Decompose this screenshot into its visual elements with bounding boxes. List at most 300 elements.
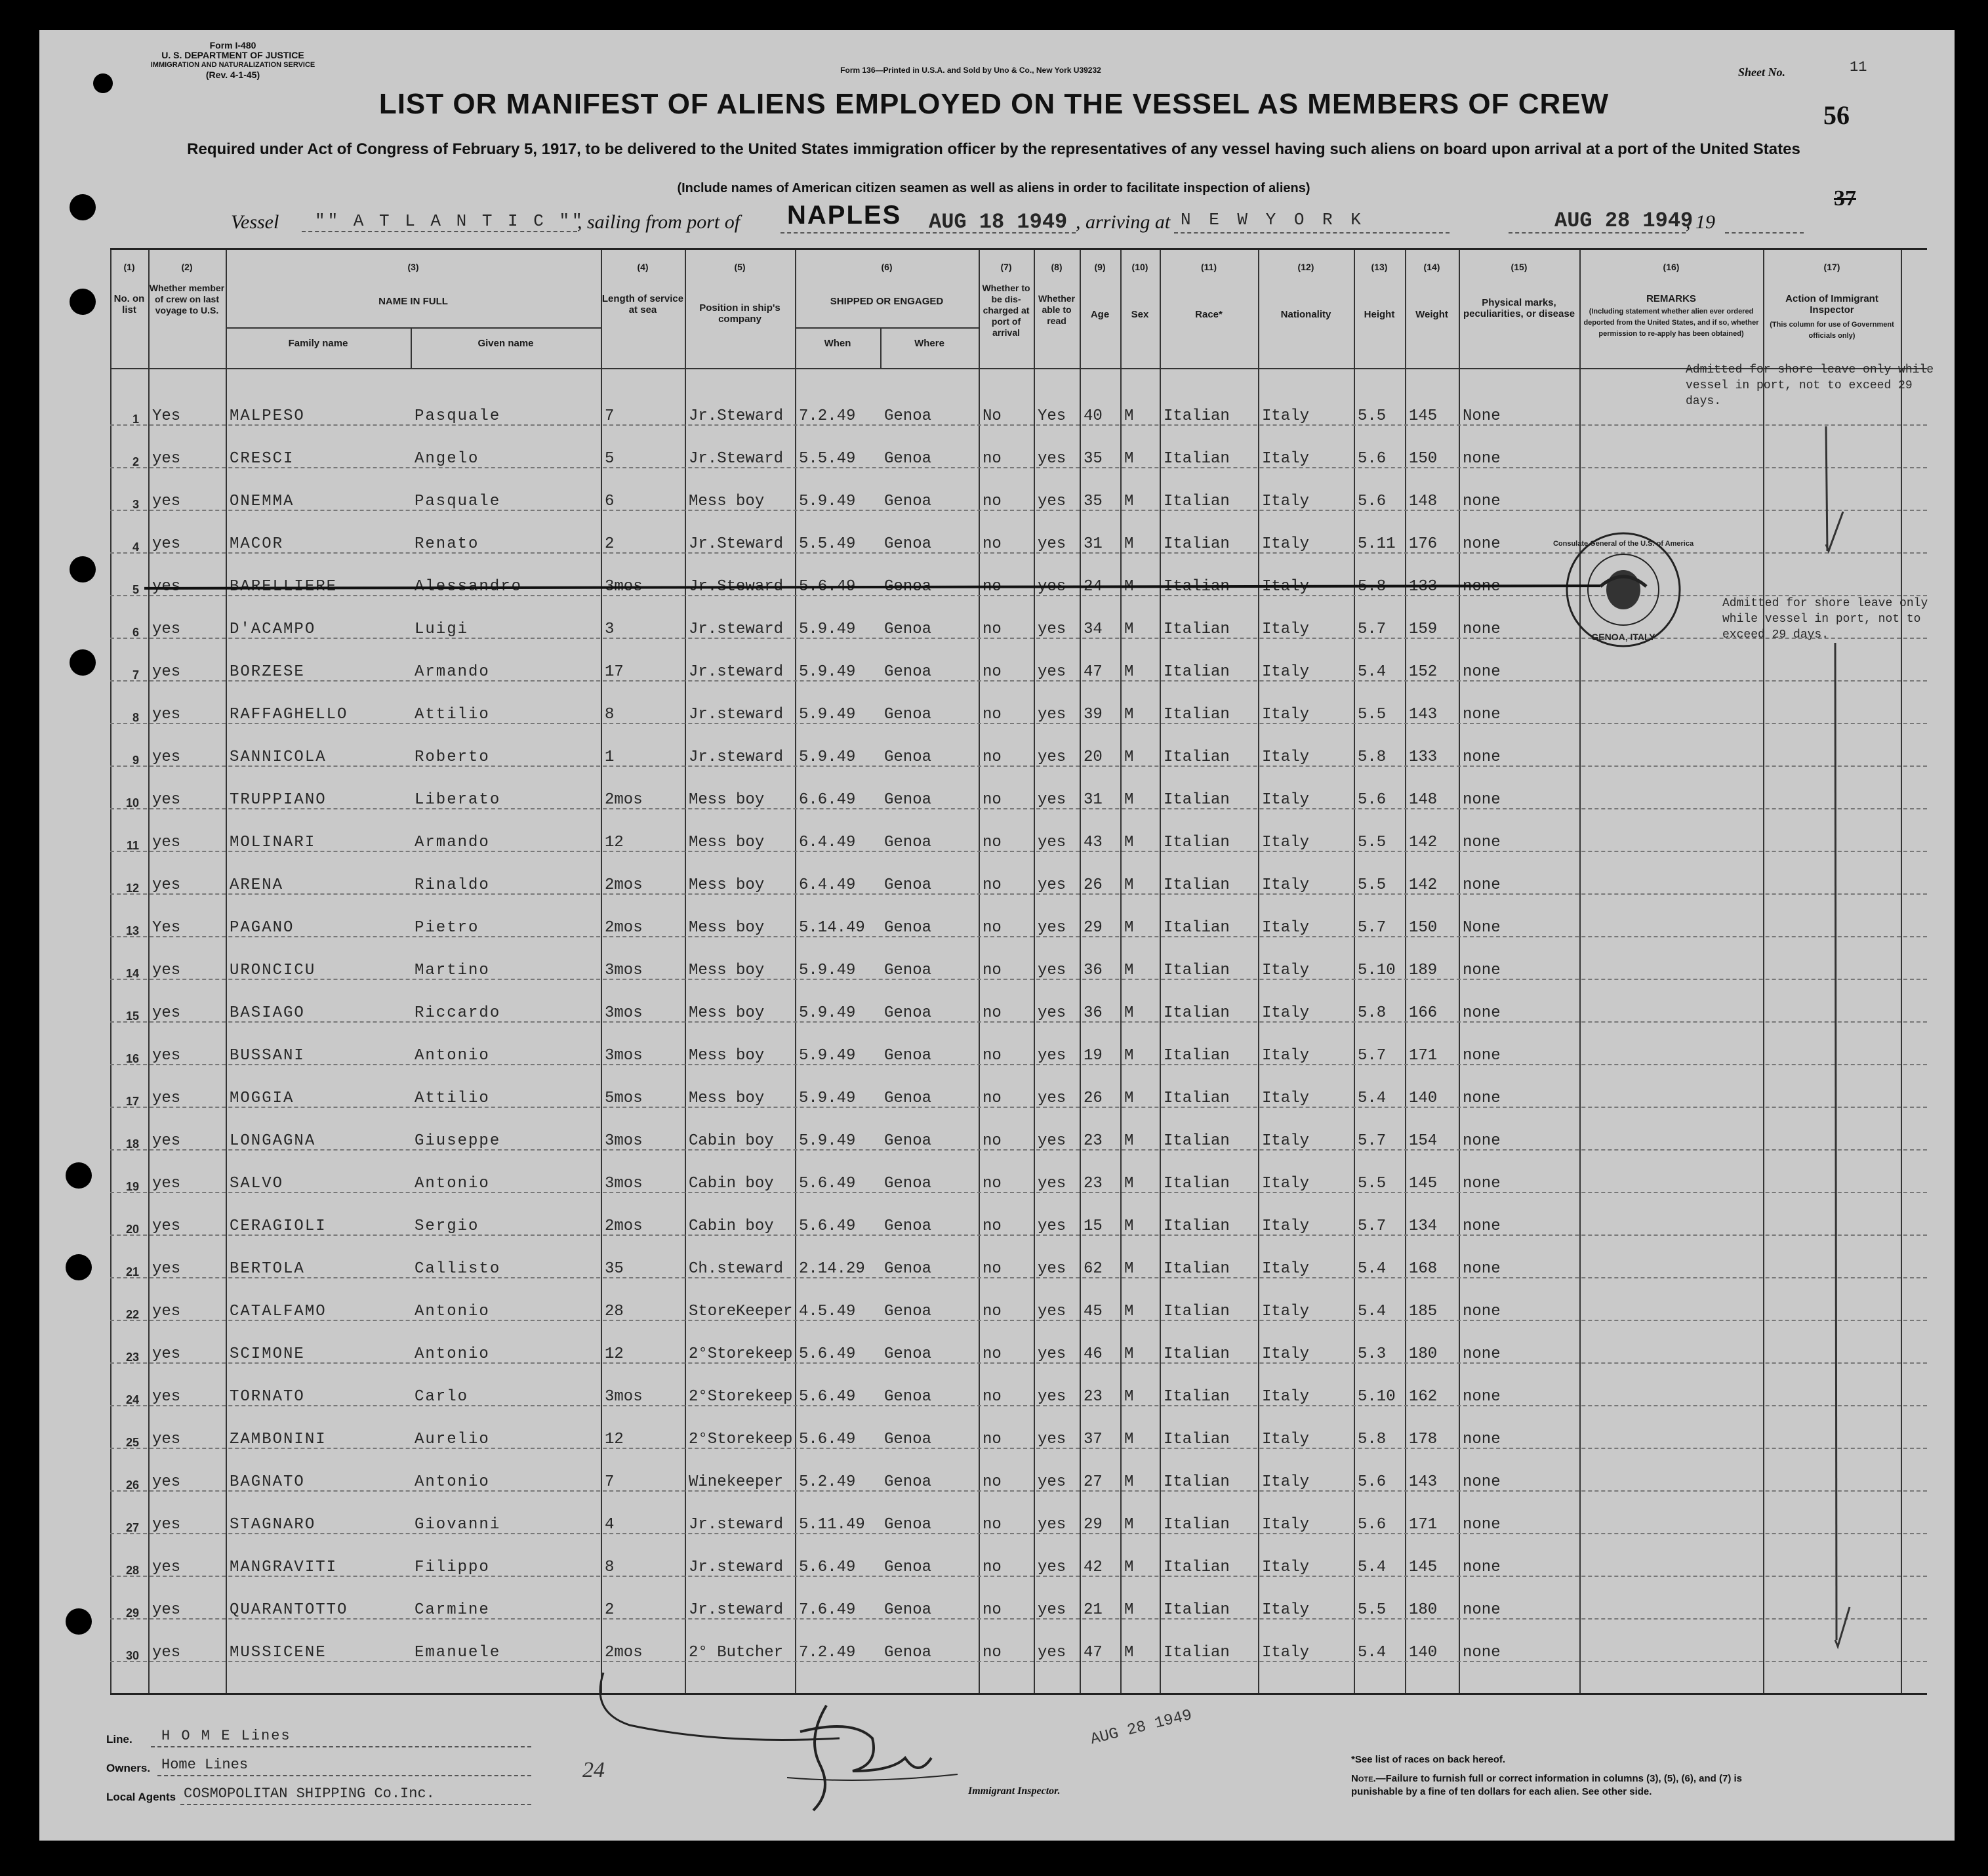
shipped-when-cell: 5.14.49 bbox=[799, 919, 865, 937]
able-read-cell: yes bbox=[1038, 748, 1066, 766]
table-row bbox=[110, 479, 1927, 522]
physical-marks-cell: none bbox=[1463, 621, 1501, 638]
shipped-where-cell: Genoa bbox=[884, 1004, 932, 1022]
sex-cell: M bbox=[1124, 1175, 1134, 1193]
family-name-cell: TRUPPIANO bbox=[230, 791, 327, 809]
column-number: (7) bbox=[1000, 262, 1012, 272]
table-row bbox=[110, 1460, 1927, 1503]
nationality-cell: Italy bbox=[1262, 450, 1310, 468]
able-read-cell: yes bbox=[1038, 1303, 1066, 1320]
shipped-when-cell: 5.6.49 bbox=[799, 1345, 856, 1363]
shipped-where-cell: Genoa bbox=[884, 1175, 932, 1193]
height-cell: 5.6 bbox=[1358, 450, 1387, 468]
nationality-cell: Italy bbox=[1262, 535, 1310, 553]
last-voyage-cell: yes bbox=[152, 1132, 181, 1150]
able-read-cell: yes bbox=[1038, 578, 1066, 596]
physical-marks-cell: none bbox=[1463, 834, 1501, 851]
family-name-cell: BAGNATO bbox=[230, 1473, 305, 1491]
able-read-cell: yes bbox=[1038, 663, 1066, 681]
race-cell: Italian bbox=[1164, 1132, 1230, 1150]
height-cell: 5.4 bbox=[1358, 1644, 1387, 1662]
given-name-cell: Riccardo bbox=[415, 1004, 501, 1022]
sex-cell: M bbox=[1124, 663, 1134, 681]
shipped-where-cell: Genoa bbox=[884, 748, 932, 766]
able-read-cell: yes bbox=[1038, 1431, 1066, 1448]
row-number: 20 bbox=[125, 1223, 139, 1236]
owners-label: Owners. bbox=[106, 1762, 151, 1774]
table-row bbox=[110, 1034, 1927, 1076]
shipped-where-cell: Genoa bbox=[884, 1473, 932, 1491]
family-name-cell: CERAGIOLI bbox=[230, 1217, 327, 1235]
physical-marks-cell: none bbox=[1463, 1217, 1501, 1235]
column-number: (5) bbox=[734, 262, 746, 272]
sex-cell: M bbox=[1124, 535, 1134, 553]
nationality-cell: Italy bbox=[1262, 578, 1310, 596]
race-cell: Italian bbox=[1164, 748, 1230, 766]
physical-marks-cell: none bbox=[1463, 1004, 1501, 1022]
physical-marks-cell: none bbox=[1463, 1303, 1501, 1320]
stamp-text: Consulate General of the U.S. of America bbox=[1552, 540, 1694, 548]
header-discharged: Whether to be dis-charged at port of arrival bbox=[982, 283, 1030, 338]
position-cell: StoreKeeper bbox=[689, 1303, 793, 1320]
table-row bbox=[110, 1588, 1927, 1631]
given-name-cell: Pasquale bbox=[415, 493, 501, 510]
shipped-when-cell: 4.5.49 bbox=[799, 1303, 856, 1320]
age-cell: 19 bbox=[1084, 1047, 1103, 1065]
family-name-cell: STAGNARO bbox=[230, 1516, 316, 1534]
weight-cell: 142 bbox=[1409, 876, 1438, 894]
table-row bbox=[110, 437, 1927, 479]
inspector-signature bbox=[590, 1660, 1010, 1817]
physical-marks-cell: none bbox=[1463, 706, 1501, 724]
column-number: (9) bbox=[1094, 262, 1106, 272]
height-cell: 5.4 bbox=[1358, 1303, 1387, 1320]
able-read-cell: yes bbox=[1038, 919, 1066, 937]
given-name-cell: Antonio bbox=[415, 1473, 490, 1491]
sex-cell: M bbox=[1124, 450, 1134, 468]
service-length-cell: 2mos bbox=[605, 876, 643, 894]
weight-cell: 148 bbox=[1409, 791, 1438, 809]
service-length-cell: 3mos bbox=[605, 1047, 643, 1065]
row-number: 21 bbox=[125, 1265, 139, 1278]
family-name-cell: SCIMONE bbox=[230, 1345, 305, 1363]
age-cell: 42 bbox=[1084, 1559, 1103, 1576]
table-row bbox=[110, 1162, 1927, 1204]
last-voyage-cell: yes bbox=[152, 834, 181, 851]
column-number: (10) bbox=[1131, 262, 1148, 272]
row-number: 8 bbox=[132, 711, 139, 724]
sex-cell: M bbox=[1124, 578, 1134, 596]
shipped-when-cell: 5.9.49 bbox=[799, 663, 856, 681]
family-name-cell: BASIAGO bbox=[230, 1004, 305, 1022]
shipped-where-cell: Genoa bbox=[884, 1132, 932, 1150]
shipped-when-cell: 2.14.29 bbox=[799, 1260, 865, 1278]
struck-year: 37 bbox=[1834, 186, 1856, 211]
discharged-cell: no bbox=[983, 663, 1002, 681]
height-cell: 5.7 bbox=[1358, 1047, 1387, 1065]
family-name-cell: MOLINARI bbox=[230, 834, 316, 851]
nationality-cell: Italy bbox=[1262, 748, 1310, 766]
discharged-cell: no bbox=[983, 962, 1002, 979]
service-length-cell: 12 bbox=[605, 834, 624, 851]
given-name-cell: Callisto bbox=[415, 1260, 501, 1278]
last-voyage-cell: yes bbox=[152, 1388, 181, 1406]
physical-marks-cell: none bbox=[1463, 1431, 1501, 1448]
last-voyage-cell: Yes bbox=[152, 407, 181, 425]
shipped-when-cell: 5.2.49 bbox=[799, 1473, 856, 1491]
department: U. S. DEPARTMENT OF JUSTICE bbox=[161, 50, 304, 60]
age-cell: 39 bbox=[1084, 706, 1103, 724]
service-length-cell: 1 bbox=[605, 748, 615, 766]
port-from: NAPLES bbox=[787, 201, 902, 230]
able-read-cell: yes bbox=[1038, 1217, 1066, 1235]
physical-marks-cell: none bbox=[1463, 1388, 1501, 1406]
nationality-cell: Italy bbox=[1262, 962, 1310, 979]
position-cell: Jr.Steward bbox=[689, 450, 784, 468]
race-cell: Italian bbox=[1164, 1388, 1230, 1406]
discharged-cell: no bbox=[983, 876, 1002, 894]
race-cell: Italian bbox=[1164, 407, 1230, 425]
sex-cell: M bbox=[1124, 1431, 1134, 1448]
nationality-cell: Italy bbox=[1262, 1431, 1310, 1448]
nationality-cell: Italy bbox=[1262, 407, 1310, 425]
given-name-cell: Armando bbox=[415, 834, 490, 851]
shipped-when-cell: 5.5.49 bbox=[799, 535, 856, 553]
column-number: (4) bbox=[637, 262, 649, 272]
height-cell: 5.5 bbox=[1358, 834, 1387, 851]
last-voyage-cell: yes bbox=[152, 1217, 181, 1235]
shipped-where-cell: Genoa bbox=[884, 962, 932, 979]
row-number: 4 bbox=[132, 540, 139, 554]
discharged-cell: no bbox=[983, 1132, 1002, 1150]
physical-marks-cell: none bbox=[1463, 535, 1501, 553]
sheet-number: 11 bbox=[1850, 59, 1867, 75]
able-read-cell: yes bbox=[1038, 450, 1066, 468]
row-number: 23 bbox=[125, 1351, 139, 1364]
nationality-cell: Italy bbox=[1262, 1047, 1310, 1065]
sex-cell: M bbox=[1124, 706, 1134, 724]
weight-cell: 143 bbox=[1409, 1473, 1438, 1491]
shipped-when-cell: 5.6.49 bbox=[799, 578, 856, 596]
age-cell: 24 bbox=[1084, 578, 1103, 596]
shipped-where-cell: Genoa bbox=[884, 919, 932, 937]
races-note: *See list of races on back hereof. bbox=[1351, 1754, 1506, 1765]
sex-cell: M bbox=[1124, 1644, 1134, 1662]
height-cell: 5.7 bbox=[1358, 919, 1387, 937]
nationality-cell: Italy bbox=[1262, 834, 1310, 851]
shipped-when-cell: 7.6.49 bbox=[799, 1601, 856, 1619]
given-name-cell: Antonio bbox=[415, 1345, 490, 1363]
line-value: H O M E Lines bbox=[161, 1728, 291, 1744]
able-read-cell: yes bbox=[1038, 1260, 1066, 1278]
given-name-cell: Antonio bbox=[415, 1175, 490, 1193]
table-row bbox=[110, 394, 1927, 437]
shipped-when-cell: 5.11.49 bbox=[799, 1516, 865, 1534]
table-row bbox=[110, 863, 1927, 906]
table-row bbox=[110, 1204, 1927, 1247]
given-name-cell: Sergio bbox=[415, 1217, 479, 1235]
position-cell: Cabin boy bbox=[689, 1217, 774, 1235]
race-cell: Italian bbox=[1164, 706, 1230, 724]
given-name-cell: Antonio bbox=[415, 1303, 490, 1320]
position-cell: Mess boy bbox=[689, 962, 765, 979]
age-cell: 35 bbox=[1084, 493, 1103, 510]
inspector-check-marks bbox=[1797, 420, 1876, 1653]
vessel-label: Vessel bbox=[231, 211, 279, 233]
age-cell: 47 bbox=[1084, 663, 1103, 681]
punch-hole bbox=[66, 1162, 92, 1189]
nationality-cell: Italy bbox=[1262, 663, 1310, 681]
age-cell: 43 bbox=[1084, 834, 1103, 851]
position-cell: Jr.steward bbox=[689, 748, 784, 766]
weight-cell: 180 bbox=[1409, 1601, 1438, 1619]
sex-cell: M bbox=[1124, 876, 1134, 894]
header-family-name: Family name bbox=[288, 338, 348, 349]
table-row bbox=[110, 1545, 1927, 1588]
sex-cell: M bbox=[1124, 1004, 1134, 1022]
age-cell: 47 bbox=[1084, 1644, 1103, 1662]
vessel-name: "" A T L A N T I C "" bbox=[315, 211, 585, 231]
nationality-cell: Italy bbox=[1262, 1090, 1310, 1107]
physical-marks-cell: none bbox=[1463, 1473, 1501, 1491]
header-length-service: Length of service at sea bbox=[601, 293, 684, 316]
family-name-cell: LONGAGNA bbox=[230, 1132, 316, 1150]
physical-marks-cell: none bbox=[1463, 962, 1501, 979]
last-voyage-cell: yes bbox=[152, 791, 181, 809]
race-cell: Italian bbox=[1164, 663, 1230, 681]
able-read-cell: yes bbox=[1038, 535, 1066, 553]
family-name-cell: BERTOLA bbox=[230, 1260, 305, 1278]
sex-cell: M bbox=[1124, 1217, 1134, 1235]
height-cell: 5.6 bbox=[1358, 493, 1387, 510]
shipped-where-cell: Genoa bbox=[884, 1388, 932, 1406]
consulate-seal-stamp bbox=[1552, 527, 1694, 652]
shipped-when-cell: 5.9.49 bbox=[799, 493, 856, 510]
race-cell: Italian bbox=[1164, 535, 1230, 553]
position-cell: Mess boy bbox=[689, 1090, 765, 1107]
punch-hole bbox=[70, 194, 96, 220]
discharged-cell: no bbox=[983, 1345, 1002, 1363]
age-cell: 27 bbox=[1084, 1473, 1103, 1491]
weight-cell: 134 bbox=[1409, 1217, 1438, 1235]
shipped-where-cell: Genoa bbox=[884, 706, 932, 724]
column-number: (8) bbox=[1051, 262, 1063, 272]
race-cell: Italian bbox=[1164, 1090, 1230, 1107]
last-voyage-cell: yes bbox=[152, 1004, 181, 1022]
physical-marks-cell: none bbox=[1463, 1090, 1501, 1107]
position-cell: Mess boy bbox=[689, 1047, 765, 1065]
weight-cell: 140 bbox=[1409, 1090, 1438, 1107]
header-shipped: SHIPPED OR ENGAGED bbox=[830, 296, 944, 307]
sex-cell: M bbox=[1124, 1516, 1134, 1534]
service-length-cell: 5 bbox=[605, 450, 615, 468]
row-number: 27 bbox=[125, 1521, 139, 1534]
able-read-cell: yes bbox=[1038, 1473, 1066, 1491]
punch-hole bbox=[70, 289, 96, 315]
last-voyage-cell: yes bbox=[152, 876, 181, 894]
race-cell: Italian bbox=[1164, 1217, 1230, 1235]
family-name-cell: TORNATO bbox=[230, 1388, 305, 1406]
height-cell: 5.11 bbox=[1358, 535, 1396, 553]
position-cell: Jr.steward bbox=[689, 1559, 784, 1576]
shipped-where-cell: Genoa bbox=[884, 493, 932, 510]
race-cell: Italian bbox=[1164, 493, 1230, 510]
last-voyage-cell: yes bbox=[152, 535, 181, 553]
shipped-where-cell: Genoa bbox=[884, 450, 932, 468]
position-cell: Ch.steward bbox=[689, 1260, 784, 1278]
physical-marks-cell: none bbox=[1463, 748, 1501, 766]
punch-hole bbox=[70, 556, 96, 582]
note-text: —Failure to furnish full or correct information in columns (3), (5), (6), and (7) is punishable by a fine of ten dollars for each alien. See other side. bbox=[1351, 1773, 1743, 1797]
nationality-cell: Italy bbox=[1262, 1175, 1310, 1193]
shipped-where-cell: Genoa bbox=[884, 1559, 932, 1576]
physical-marks-cell: none bbox=[1463, 1260, 1501, 1278]
nationality-cell: Italy bbox=[1262, 1004, 1310, 1022]
last-voyage-cell: yes bbox=[152, 1644, 181, 1662]
race-cell: Italian bbox=[1164, 621, 1230, 638]
column-number: (1) bbox=[123, 262, 135, 272]
table-row bbox=[110, 693, 1927, 735]
age-cell: 37 bbox=[1084, 1431, 1103, 1448]
service-length-cell: 3mos bbox=[605, 1388, 643, 1406]
position-cell: Jr.steward bbox=[689, 1601, 784, 1619]
header-age: Age bbox=[1090, 309, 1110, 320]
race-cell: Italian bbox=[1164, 1175, 1230, 1193]
header-remarks: REMARKS bbox=[1646, 293, 1696, 304]
sex-cell: M bbox=[1124, 834, 1134, 851]
sex-cell: M bbox=[1124, 621, 1134, 638]
document-title: LIST OR MANIFEST OF ALIENS EMPLOYED ON THE VESSEL AS MEMBERS OF CREW bbox=[378, 88, 1610, 120]
position-cell: Jr.Steward bbox=[689, 578, 784, 596]
shipped-when-cell: 5.9.49 bbox=[799, 1004, 856, 1022]
position-cell: Jr.Steward bbox=[689, 535, 784, 553]
header-whether-member: Whether member of crew on last voyage to U.S. bbox=[149, 283, 225, 316]
shipped-where-cell: Genoa bbox=[884, 1601, 932, 1619]
header-nationality: Nationality bbox=[1280, 309, 1331, 320]
nationality-cell: Italy bbox=[1262, 876, 1310, 894]
age-cell: 26 bbox=[1084, 876, 1103, 894]
header-height: Height bbox=[1364, 309, 1395, 320]
row-number: 12 bbox=[125, 882, 139, 895]
shipped-where-cell: Genoa bbox=[884, 1345, 932, 1363]
race-cell: Italian bbox=[1164, 1047, 1230, 1065]
shipped-where-cell: Genoa bbox=[884, 407, 932, 425]
race-cell: Italian bbox=[1164, 1260, 1230, 1278]
weight-cell: 145 bbox=[1409, 1175, 1438, 1193]
race-cell: Italian bbox=[1164, 1431, 1230, 1448]
discharged-cell: no bbox=[983, 1217, 1002, 1235]
height-cell: 5.10 bbox=[1358, 1388, 1396, 1406]
inspector-label: Immigrant Inspector. bbox=[968, 1785, 1061, 1797]
shipped-where-cell: Genoa bbox=[884, 621, 932, 638]
row-number: 25 bbox=[125, 1436, 139, 1449]
weight-cell: 148 bbox=[1409, 493, 1438, 510]
header-no-on-list: No. on list bbox=[113, 293, 145, 316]
header-remarks-sub: (Including statement whether alien ever ordered deported from the United States, and if so, whether permission to re-apply has been obtained) bbox=[1583, 308, 1759, 338]
given-name-cell: Filippo bbox=[415, 1559, 490, 1576]
physical-marks-cell: None bbox=[1463, 407, 1501, 425]
discharged-cell: no bbox=[983, 748, 1002, 766]
position-cell: Jr.steward bbox=[689, 663, 784, 681]
last-voyage-cell: yes bbox=[152, 1516, 181, 1534]
shipped-when-cell: 5.9.49 bbox=[799, 1047, 856, 1065]
discharged-cell: no bbox=[983, 1303, 1002, 1320]
service-length-cell: 2 bbox=[605, 1601, 615, 1619]
service-length-cell: 12 bbox=[605, 1431, 624, 1448]
able-read-cell: yes bbox=[1038, 1644, 1066, 1662]
table-row bbox=[110, 1247, 1927, 1290]
shipped-when-cell: 7.2.49 bbox=[799, 1644, 856, 1662]
form-number: Form I-480 bbox=[209, 40, 256, 51]
discharged-cell: no bbox=[983, 1559, 1002, 1576]
position-cell: Jr.steward bbox=[689, 1516, 784, 1534]
race-cell: Italian bbox=[1164, 1516, 1230, 1534]
service-length-cell: 6 bbox=[605, 493, 615, 510]
age-cell: 35 bbox=[1084, 450, 1103, 468]
age-cell: 36 bbox=[1084, 962, 1103, 979]
shipped-where-cell: Genoa bbox=[884, 1644, 932, 1662]
height-cell: 5.7 bbox=[1358, 621, 1387, 638]
position-cell: Mess boy bbox=[689, 834, 765, 851]
given-name-cell: Carmine bbox=[415, 1601, 490, 1619]
discharged-cell: no bbox=[983, 919, 1002, 937]
race-cell: Italian bbox=[1164, 1644, 1230, 1662]
sex-cell: M bbox=[1124, 1601, 1134, 1619]
able-read-cell: yes bbox=[1038, 1345, 1066, 1363]
weight-cell: 168 bbox=[1409, 1260, 1438, 1278]
column-number: (14) bbox=[1423, 262, 1440, 272]
last-voyage-cell: Yes bbox=[152, 919, 181, 937]
last-voyage-cell: yes bbox=[152, 962, 181, 979]
shipped-when-cell: 5.6.49 bbox=[799, 1388, 856, 1406]
family-name-cell: MOGGIA bbox=[230, 1090, 294, 1107]
row-number: 15 bbox=[125, 1009, 139, 1023]
height-cell: 5.6 bbox=[1358, 1516, 1387, 1534]
height-cell: 5.5 bbox=[1358, 1601, 1387, 1619]
header-given-name: Given name bbox=[477, 338, 534, 349]
weight-cell: 145 bbox=[1409, 407, 1438, 425]
row-number: 17 bbox=[125, 1095, 139, 1108]
form-header-block bbox=[125, 41, 341, 80]
table-row bbox=[110, 735, 1927, 778]
physical-marks-cell: none bbox=[1463, 1132, 1501, 1150]
shipped-where-cell: Genoa bbox=[884, 1303, 932, 1320]
family-name-cell: MACOR bbox=[230, 535, 284, 553]
row-number: 16 bbox=[125, 1052, 139, 1065]
nationality-cell: Italy bbox=[1262, 1217, 1310, 1235]
sex-cell: M bbox=[1124, 1260, 1134, 1278]
weight-cell: 189 bbox=[1409, 962, 1438, 979]
able-read-cell: yes bbox=[1038, 1516, 1066, 1534]
physical-marks-cell: none bbox=[1463, 578, 1501, 596]
last-voyage-cell: yes bbox=[152, 1175, 181, 1193]
family-name-cell: SANNICOLA bbox=[230, 748, 327, 766]
header-able-read: Whether able to read bbox=[1038, 293, 1075, 326]
position-cell: Mess boy bbox=[689, 791, 765, 809]
column-number: (15) bbox=[1511, 262, 1528, 272]
date-stamp: AUG 28 1949 bbox=[1089, 1706, 1194, 1749]
discharged-cell: no bbox=[983, 834, 1002, 851]
able-read-cell: yes bbox=[1038, 834, 1066, 851]
shipped-when-cell: 5.9.49 bbox=[799, 621, 856, 638]
header-action: Action of Immigrant Inspector bbox=[1785, 293, 1878, 316]
nationality-cell: Italy bbox=[1262, 791, 1310, 809]
service-length-cell: 5mos bbox=[605, 1090, 643, 1107]
race-cell: Italian bbox=[1164, 1559, 1230, 1576]
shipped-where-cell: Genoa bbox=[884, 663, 932, 681]
height-cell: 5.6 bbox=[1358, 791, 1387, 809]
service-length-cell: 3mos bbox=[605, 578, 643, 596]
